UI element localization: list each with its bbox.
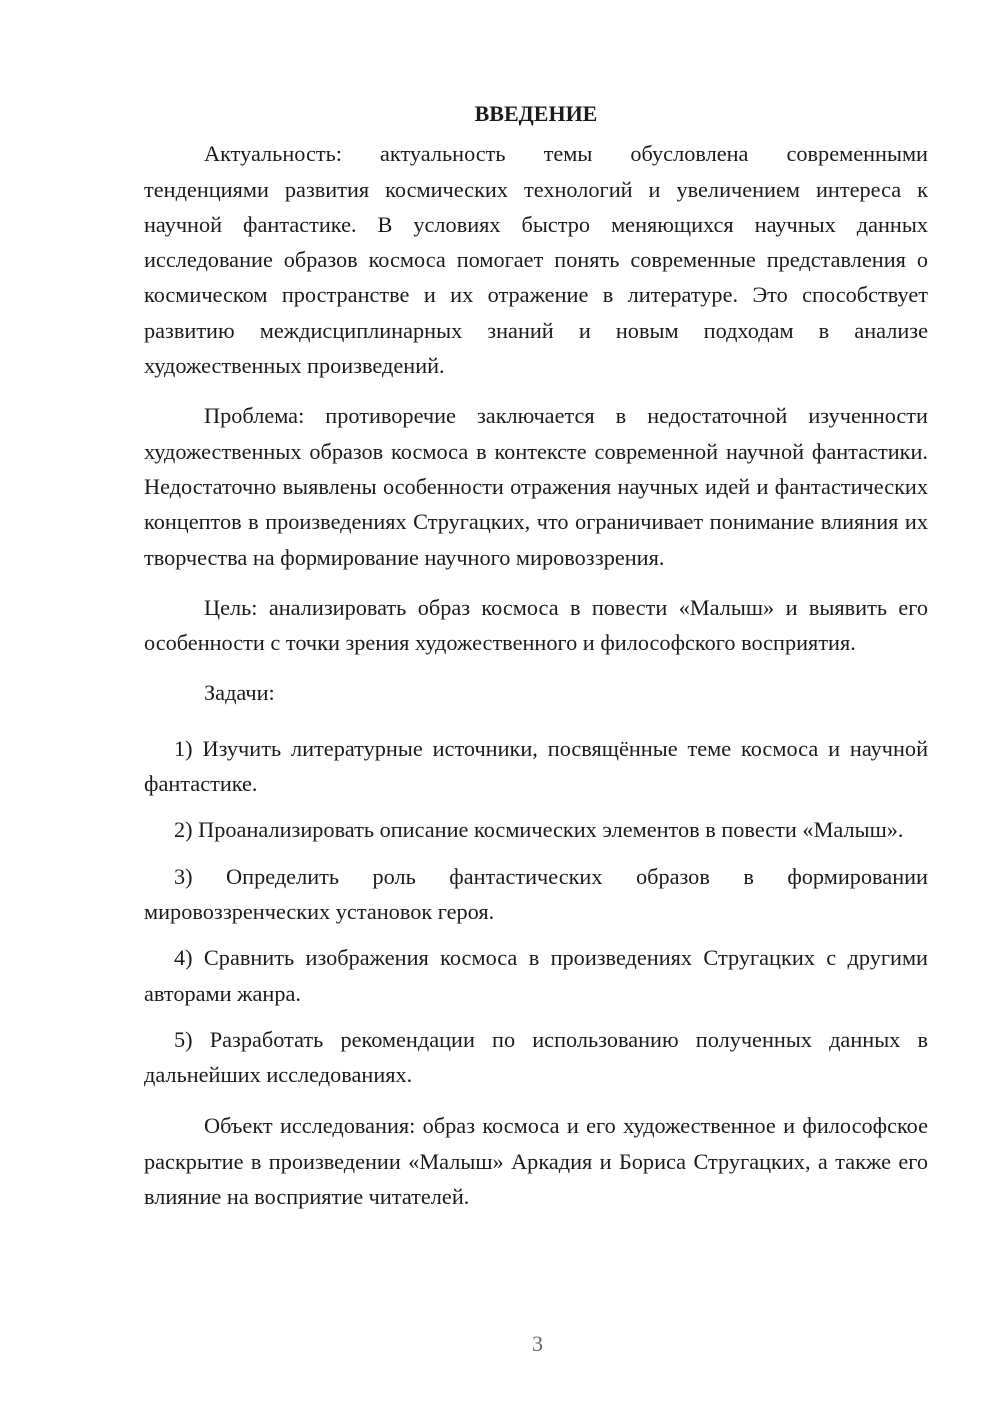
tasks-heading: Задачи: <box>204 680 275 706</box>
problem-paragraph: Проблема: противоречие заключается в недостаточной изученности художественных образов космоса в контексте современной научной фантастики. Недостаточно выявлены особенности отражения научных идей и фантастических концептов в произведениях Стругацких, что ограничивает понимание влияния их творчества на формирование научного мировоззрения. <box>144 403 928 570</box>
object-paragraph: Объект исследования: образ космоса и его художественное и философское раскрытие в произведении «Малыш» Аркадия и Бориса Стругацких, а также его влияние на восприятие читателей. <box>144 1113 928 1210</box>
section-title: ВВЕДЕНИЕ <box>474 101 598 126</box>
task-item: 3) Определить роль фантастических образов в формировании мировоззренческих установок героя. <box>144 863 928 924</box>
goal-paragraph: Цель: анализировать образ космоса в повести «Малыш» и выявить его особенности с точки зрения художественного и философского восприятия. <box>144 594 928 656</box>
relevance-paragraph: Актуальность: актуальность темы обусловлена современными тенденциями развития космических технологий и увеличением интереса к научной фантастике. В условиях быстро меняющихся научных данных исследование образов космоса помогает понять современные представления о космическом пространстве и их отражение в литературе. Это способствует развитию междисциплинарных знаний и новым подходам в анализе художественных произведений. <box>144 141 928 379</box>
task-item: 1) Изучить литературные источники, посвящённые теме космоса и научной фантастике. <box>144 735 928 797</box>
task-item: 2) Проанализировать описание космических элементов в повести «Малыш». <box>174 817 904 843</box>
task-item: 5) Разработать рекомендации по использованию полученных данных в дальнейших исследованиях. <box>144 1026 928 1088</box>
task-item: 4) Сравнить изображения космоса в произведениях Стругацких с другими авторами жанра. <box>144 945 928 1006</box>
page-content <box>144 96 928 1229</box>
page-number: 3 <box>532 1331 543 1356</box>
